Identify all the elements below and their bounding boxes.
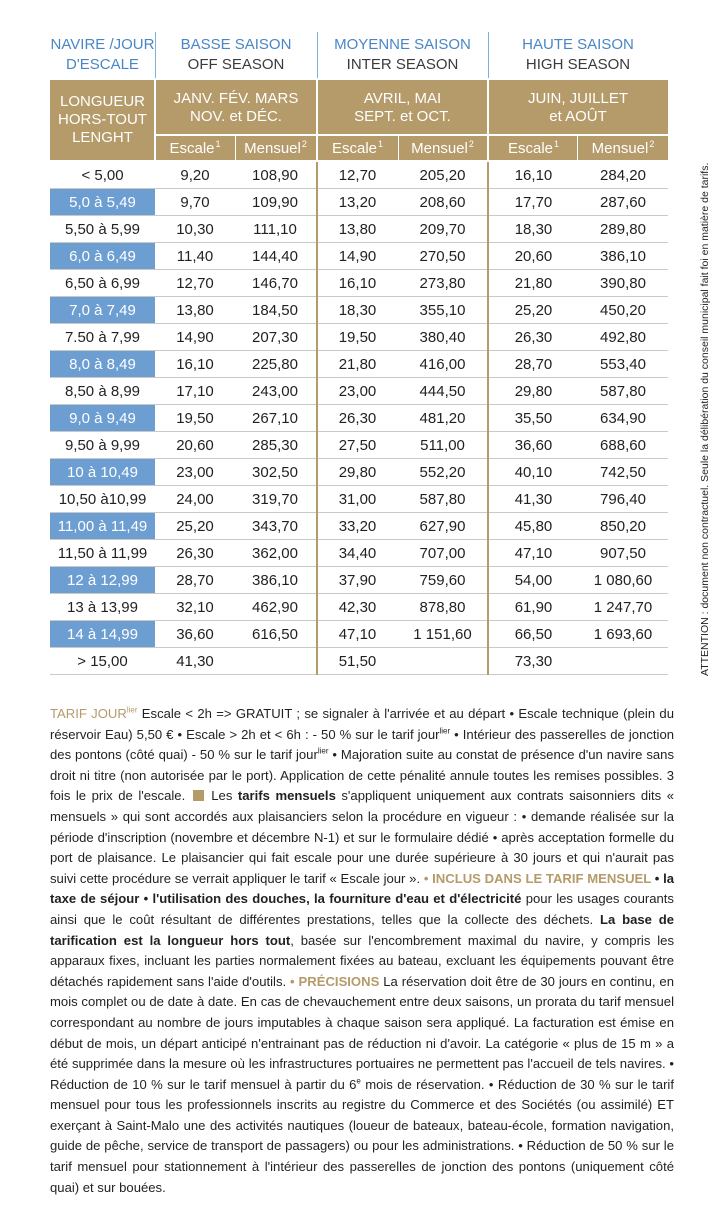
escale-price-cell: 41,30 xyxy=(514,490,553,508)
off-season-header xyxy=(155,34,317,76)
navire-header-line1: NAVIRE /JOUR xyxy=(50,36,155,53)
table-row xyxy=(50,405,668,432)
length-cell: 6,50 à 6,99 xyxy=(64,274,141,292)
length-cell: 12 à 12,99 xyxy=(50,567,155,593)
length-cell: 11,00 à 11,49 xyxy=(50,513,155,539)
escale-price-cell: 73,30 xyxy=(514,652,553,670)
mensuel-price-cell: 302,50 xyxy=(252,463,298,481)
escale-price-cell: 37,90 xyxy=(338,571,377,589)
subheader-divider xyxy=(398,136,399,160)
season-divider xyxy=(316,162,318,675)
escale-price-cell: 20,60 xyxy=(176,436,214,454)
mensuel-price-cell: 450,20 xyxy=(600,301,646,319)
off-season-en: OFF SEASON xyxy=(187,56,285,73)
length-cell: 7,0 à 7,49 xyxy=(50,297,155,323)
mensuel-price-cell: 225,80 xyxy=(252,355,298,373)
table-row xyxy=(50,378,668,405)
table-row xyxy=(50,162,668,189)
mensuel-price-cell: 1 247,70 xyxy=(593,598,653,616)
high-season-months-line1: JUIN, JUILLET xyxy=(527,90,629,107)
escale-price-cell: 45,80 xyxy=(514,517,553,535)
length-cell: 9,0 à 9,49 xyxy=(50,405,155,431)
mensuel-price-cell: 707,00 xyxy=(419,544,466,562)
escale-subheader xyxy=(489,136,578,160)
table-row xyxy=(50,216,668,243)
lier-sup: lier xyxy=(439,726,451,736)
mensuel-price-cell: 289,80 xyxy=(600,220,646,238)
mensuel-price-cell: 343,70 xyxy=(252,517,298,535)
mensuel-price-cell: 627,90 xyxy=(419,517,466,535)
escale-price-cell: 23,00 xyxy=(176,463,214,481)
length-cell: < 5,00 xyxy=(81,166,124,184)
escale-price-cell: 21,80 xyxy=(514,274,553,292)
mensuel-price-cell: 207,30 xyxy=(252,328,298,346)
escale-price-cell: 13,80 xyxy=(338,220,377,238)
escale-price-cell: 17,10 xyxy=(176,382,214,400)
mensuel-price-cell: 270,50 xyxy=(419,247,466,265)
off-season-months-line2: NOV. et DÉC. xyxy=(190,108,282,125)
mensuel-price-cell: 355,10 xyxy=(419,301,466,319)
escale-price-cell: 13,80 xyxy=(176,301,214,319)
mensuel-price-cell: 284,20 xyxy=(600,166,646,184)
mensuel-price-cell: 243,00 xyxy=(252,382,298,400)
mensuel-price-cell: 285,30 xyxy=(252,436,298,454)
mensuel-price-cell: 511,00 xyxy=(420,436,465,454)
mensuel-price-cell: 1 080,60 xyxy=(593,571,653,589)
length-cell: 7.50 à 7,99 xyxy=(64,328,141,346)
table-row xyxy=(50,540,668,567)
mensuel-subheader xyxy=(398,136,487,160)
mensuel-price-cell: 319,70 xyxy=(252,490,298,508)
season-divider xyxy=(487,162,489,675)
escale-price-cell: 16,10 xyxy=(338,274,377,292)
disclaimer-note: ATTENTION : document non contractuel. Seule la délibération du conseil municipal fait foi en matière de tarifs. xyxy=(699,162,711,676)
notes-text: , basée sur l'encombrement maximal du navire, y compris les apparaux fixes, incluant les parties normalement fixées au bateau, excluant les équipements pouvant être détachés rapidement sans l'aide d'outils. xyxy=(50,932,674,989)
mensuel-price-cell: 878,80 xyxy=(419,598,466,616)
mensuel-price-cell: 386,10 xyxy=(600,247,646,265)
table-row xyxy=(50,648,668,675)
mensuel-label: Mensuel xyxy=(244,139,301,157)
escale-price-cell: 16,10 xyxy=(176,355,214,373)
navire-header xyxy=(50,34,155,76)
escale-price-cell: 12,70 xyxy=(338,166,377,184)
mensuel-sup: 2 xyxy=(301,139,307,149)
escale-price-cell: 29,80 xyxy=(338,463,377,481)
off-season-months xyxy=(155,82,317,134)
mensuel-price-cell: 209,70 xyxy=(419,220,466,238)
escale-price-cell: 40,10 xyxy=(514,463,553,481)
escale-price-cell: 21,80 xyxy=(338,355,377,373)
length-cell: 5,0 à 5,49 xyxy=(50,189,155,215)
table-row xyxy=(50,297,668,324)
table-row xyxy=(50,486,668,513)
off-season-fr: BASSE SAISON xyxy=(180,36,292,53)
mensuel-price-cell: 553,40 xyxy=(600,355,646,373)
escale-price-cell: 14,90 xyxy=(338,247,377,265)
escale-price-cell: 34,40 xyxy=(338,544,377,562)
mensuel-subheader xyxy=(578,136,668,160)
escale-price-cell: 11,40 xyxy=(176,247,214,265)
mensuel-price-cell: 111,10 xyxy=(253,220,297,238)
length-cell: 5,50 à 5,99 xyxy=(64,220,141,238)
notes-text: s'appliquent uniquement aux contrats saisonniers dits « mensuels » qui sont accordés aux plaisanciers selon la procédure en vigueur : • demande réalisée sur la période d'inscription (novembre et décembre N-1) et sur le formulaire dédié • après acceptation formelle du port de plaisance. Le plaisancier qui fait escale pour une durée supérieure à 30 jours et qui n'aurait pas suivi cette procédure se verrait appliquer le tarif « Escale jour ». xyxy=(50,788,674,886)
mensuel-price-cell: 742,50 xyxy=(600,463,646,481)
escale-price-cell: 28,70 xyxy=(176,571,214,589)
escale-price-cell: 32,10 xyxy=(176,598,214,616)
mensuel-price-cell: 380,40 xyxy=(419,328,466,346)
escale-price-cell: 36,60 xyxy=(514,436,553,454)
table-row xyxy=(50,513,668,540)
escale-price-cell: 12,70 xyxy=(176,274,214,292)
mensuel-price-cell: 759,60 xyxy=(419,571,466,589)
mensuel-price-cell: 184,50 xyxy=(252,301,298,319)
length-cell: 11,50 à 11,99 xyxy=(57,544,148,562)
e-sup: e xyxy=(356,1076,361,1086)
escale-price-cell: 18,30 xyxy=(338,301,377,319)
table-row xyxy=(50,594,668,621)
escale-label: Escale xyxy=(507,139,553,157)
high-season-months-line2: et AOÛT xyxy=(549,108,607,125)
escale-price-cell: 26,30 xyxy=(176,544,214,562)
escale-price-cell: 25,20 xyxy=(514,301,553,319)
mensuel-price-cell: 587,80 xyxy=(419,490,466,508)
table-row xyxy=(50,189,668,216)
mensuel-price-cell: 144,40 xyxy=(252,247,298,265)
mensuel-price-cell: 390,80 xyxy=(600,274,646,292)
escale-price-cell: 23,00 xyxy=(338,382,377,400)
header-divider xyxy=(488,32,489,78)
notes-text: Escale < 2h => GRATUIT ; se signaler à l'arrivée et au départ • Escale technique (plein du réservoir Eau) 5,50 € • Escale > 2h et < 6h : - 50 % sur le tarif jour xyxy=(50,706,674,742)
escale-label: Escale xyxy=(169,139,215,157)
mensuel-label: Mensuel xyxy=(591,139,649,157)
table-row xyxy=(50,459,668,486)
off-season-months-line1: JANV. FÉV. MARS xyxy=(173,90,299,107)
high-season-header xyxy=(488,34,668,76)
mensuel-price-cell: 267,10 xyxy=(252,409,298,427)
escale-price-cell: 19,50 xyxy=(176,409,214,427)
mensuel-price-cell: 1 693,60 xyxy=(593,625,653,643)
mensuel-price-cell: 850,20 xyxy=(600,517,646,535)
navire-header-line2: D'ESCALE xyxy=(66,56,139,73)
table-row xyxy=(50,621,668,648)
mensuel-price-cell: 587,80 xyxy=(600,382,646,400)
length-cell: 10,50 à10,99 xyxy=(58,490,147,508)
escale-price-cell: 26,30 xyxy=(514,328,553,346)
table-row xyxy=(50,324,668,351)
mensuel-price-cell: 634,90 xyxy=(600,409,646,427)
escale-price-cell: 29,80 xyxy=(514,382,553,400)
escale-price-cell: 54,00 xyxy=(514,571,553,589)
mensuel-price-cell: 444,50 xyxy=(419,382,466,400)
escale-price-cell: 61,90 xyxy=(514,598,553,616)
longueur-line1: LONGUEUR xyxy=(59,93,145,110)
escale-price-cell: 14,90 xyxy=(176,328,214,346)
notes-text: mois de réservation. • Réduction de 30 % sur le tarif mensuel pour tous les professionnels inscrits au registre du Commerce et des Sociétés (ou assimilé) ET exerçant à Saint-Malo une des activités nautiques (loueur de bateaux, bateau-école, formation navigation, guide de pêche, service de transport de passagers) ou pour les administrations. • Réduction de 50 % sur le tarif mensuel pour stationnement à l'intérieur des passerelles de jonction des pontons (uniquement côté quai) et sur bouées. xyxy=(50,1076,674,1195)
notes-text: La réservation doit être de 30 jours en continu, en mois complet ou de date à date. En cas de chevauchement entre deux saisons, un prorata du tarif mensuel correspondant au nombre de jours imputables à chaque saison sera appliqué. La facturation est émise en début de mois, un départ anticipé n'entrainant pas de réduction ni d'avoir. La catégorie « plus de 15 m » a été supprimée dans la mesure où les infrastructures portuaires ne permettent pas l'accueil de tels navires. • Réduction de 10 % sur le tarif mensuel à partir du 6 xyxy=(50,973,674,1092)
escale-price-cell: 10,30 xyxy=(176,220,214,238)
mensuel-price-cell: 287,60 xyxy=(600,193,646,211)
notes-text: pour les usages courants ainsi que le coût résultant de différentes prestations, telles que la collecte des déchets. xyxy=(50,891,674,927)
tariff-notes xyxy=(50,704,674,1198)
high-season-en: HIGH SEASON xyxy=(525,56,631,73)
length-cell: 8,0 à 8,49 xyxy=(50,351,155,377)
longueur-line3: LENGHT xyxy=(72,129,133,146)
escale-price-cell: 36,60 xyxy=(176,625,214,643)
inclus-bold: • la taxe de séjour • l'utilisation des douches, la fourniture d'eau et d'électricité xyxy=(50,870,675,907)
mensuel-price-cell xyxy=(578,648,668,674)
escale-price-cell: 33,20 xyxy=(338,517,377,535)
escale-sup: 1 xyxy=(378,139,384,149)
table-row xyxy=(50,243,668,270)
length-cell: > 15,00 xyxy=(77,652,128,670)
length-cell: 14 à 14,99 xyxy=(50,621,155,647)
escale-price-cell: 35,50 xyxy=(514,409,553,427)
lier-sup: lier xyxy=(126,705,138,715)
escale-subheader xyxy=(317,136,398,160)
inter-season-en: INTER SEASON xyxy=(346,56,459,73)
escale-subheader xyxy=(155,136,235,160)
escale-price-cell: 13,20 xyxy=(338,193,377,211)
mensuel-price-cell: 492,80 xyxy=(600,328,646,346)
escale-price-cell: 47,10 xyxy=(514,544,553,562)
inter-season-fr: MOYENNE SAISON xyxy=(334,36,471,53)
escale-price-cell: 41,30 xyxy=(176,652,214,670)
escale-price-cell: 17,70 xyxy=(514,193,553,211)
escale-price-cell: 9,70 xyxy=(180,193,210,211)
escale-label: Escale xyxy=(331,139,377,157)
subheader-divider xyxy=(235,136,236,160)
escale-price-cell: 47,10 xyxy=(338,625,377,643)
table-row xyxy=(50,567,668,594)
mensuel-price-cell: 481,20 xyxy=(419,409,466,427)
notes-text: • Majoration suite au constat de présence d'un navire sans droit ni titre (non autorisée par le port). Application de cette pénalité annule toutes les remises possibles. 3 fois le prix de l'escale. xyxy=(50,747,674,804)
inter-season-header xyxy=(317,34,488,76)
high-season-months xyxy=(488,82,668,134)
escale-price-cell: 16,10 xyxy=(514,166,553,184)
lier-sup: lier xyxy=(317,746,329,756)
tariff-table xyxy=(50,162,668,675)
tarifs-mensuels-bold: tarifs mensuels xyxy=(237,788,336,804)
header-divider xyxy=(155,32,156,78)
mensuel-price-cell: 362,00 xyxy=(252,544,298,562)
mensuel-price-cell: 205,20 xyxy=(419,166,466,184)
mensuel-price-cell: 462,90 xyxy=(252,598,298,616)
precisions-label: • PRÉCISIONS xyxy=(290,973,380,989)
mensuel-sup: 2 xyxy=(468,139,474,149)
mensuel-label: Mensuel xyxy=(411,139,468,157)
length-cell: 13 à 13,99 xyxy=(67,598,138,616)
escale-sup: 1 xyxy=(554,139,560,149)
mensuel-price-cell: 146,70 xyxy=(252,274,298,292)
escale-price-cell: 27,50 xyxy=(338,436,377,454)
mensuel-price-cell: 616,50 xyxy=(252,625,298,643)
escale-price-cell: 28,70 xyxy=(514,355,553,373)
gold-square-icon xyxy=(193,790,204,801)
escale-sup: 1 xyxy=(215,139,221,149)
mensuel-price-cell xyxy=(398,648,487,674)
mensuel-price-cell: 273,80 xyxy=(419,274,466,292)
subheader-divider xyxy=(577,136,578,160)
mensuel-subheader xyxy=(235,136,316,160)
mensuel-price-cell: 552,20 xyxy=(419,463,466,481)
escale-price-cell: 66,50 xyxy=(514,625,553,643)
escale-price-cell: 24,00 xyxy=(176,490,214,508)
inter-season-months-line2: SEPT. et OCT. xyxy=(354,108,451,125)
length-cell: 10 à 10,49 xyxy=(50,459,155,485)
mensuel-price-cell: 108,90 xyxy=(252,166,298,184)
mensuel-price-cell: 416,00 xyxy=(419,355,466,373)
escale-price-cell: 18,30 xyxy=(514,220,553,238)
mensuel-price-cell: 907,50 xyxy=(600,544,646,562)
escale-price-cell: 31,00 xyxy=(338,490,377,508)
mensuel-price-cell: 1 151,60 xyxy=(413,625,472,643)
escale-price-cell: 26,30 xyxy=(338,409,377,427)
mensuel-price-cell: 208,60 xyxy=(419,193,466,211)
escale-price-cell: 20,60 xyxy=(514,247,553,265)
inclus-label: • INCLUS DANS LE TARIF MENSUEL xyxy=(423,870,652,886)
escale-price-cell: 51,50 xyxy=(338,652,377,670)
mensuel-price-cell: 688,60 xyxy=(600,436,646,454)
escale-price-cell: 9,20 xyxy=(180,166,210,184)
escale-price-cell: 42,30 xyxy=(338,598,377,616)
length-cell: 8,50 à 8,99 xyxy=(64,382,141,400)
table-row xyxy=(50,351,668,378)
table-row xyxy=(50,270,668,297)
tarif-jour-label: TARIF JOUR xyxy=(50,706,127,721)
length-cell: 9,50 à 9,99 xyxy=(64,436,141,454)
mensuel-sup: 2 xyxy=(649,139,655,149)
high-season-fr: HAUTE SAISON xyxy=(522,36,634,53)
length-cell: 6,0 à 6,49 xyxy=(50,243,155,269)
mensuel-price-cell xyxy=(235,648,315,674)
notes-text: Les xyxy=(205,788,238,804)
escale-price-cell: 19,50 xyxy=(338,328,377,346)
escale-price-cell: 25,20 xyxy=(176,517,214,535)
mensuel-price-cell: 796,40 xyxy=(600,490,646,508)
base-tarification-bold: La base de tarification est la longueur hors tout xyxy=(50,911,674,948)
inter-season-months-line1: AVRIL, MAI xyxy=(363,90,442,107)
header-divider xyxy=(317,32,318,78)
notes-text: • Intérieur des passerelles de jonction des pontons (côté quai) - 50 % sur le tarif jour xyxy=(50,726,675,763)
longueur-header xyxy=(50,84,155,156)
longueur-line2: HORS-TOUT xyxy=(58,111,147,128)
mensuel-price-cell: 386,10 xyxy=(252,571,298,589)
mensuel-price-cell: 109,90 xyxy=(252,193,298,211)
inter-season-months xyxy=(317,82,488,134)
table-row xyxy=(50,432,668,459)
